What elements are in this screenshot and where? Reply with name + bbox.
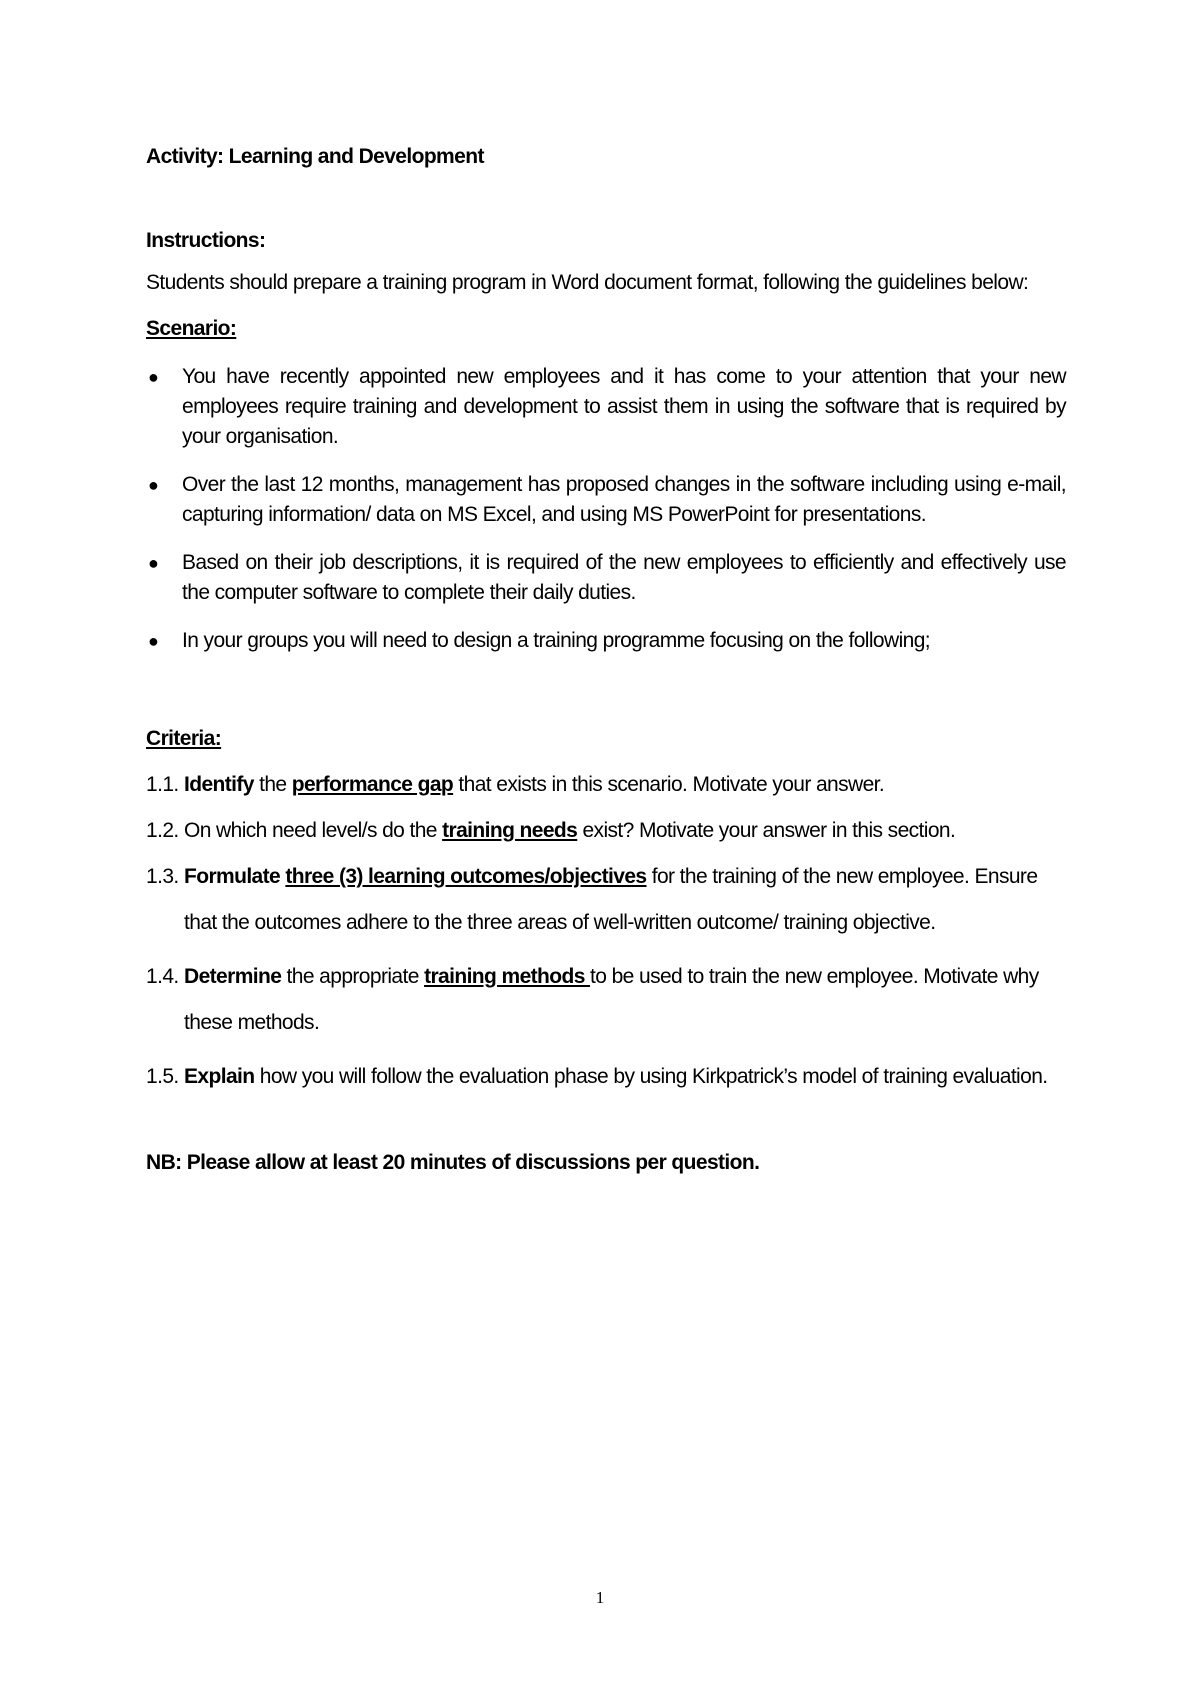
criteria-key-term: performance gap [291, 773, 454, 796]
list-item [146, 470, 1066, 530]
criteria-number: 1.1. [146, 773, 179, 796]
bullet-icon: ● [148, 367, 159, 387]
criteria-text: the appropriate [281, 965, 425, 988]
criteria-number: 1.5. [146, 1065, 179, 1088]
criteria-number: 1.2. [146, 819, 179, 842]
criteria-keyword: Explain [184, 1065, 255, 1088]
criteria-key-term: training needs [442, 819, 578, 842]
criteria-keyword: Identify [184, 773, 254, 796]
criteria-item-1-3 [146, 854, 1066, 946]
scenario-heading: Scenario: [146, 317, 237, 340]
document-content [146, 142, 1066, 1178]
criteria-number: 1.4. [146, 965, 179, 988]
instructions-heading: Instructions: [146, 229, 266, 252]
page-number: 1 [595, 1588, 605, 1607]
criteria-item-1-4 [146, 954, 1066, 1046]
criteria-text: to be used to train the new employee. Motivate why these methods. [184, 965, 1039, 1034]
criteria-item-1-5 [146, 1062, 1066, 1092]
criteria-text: how you will follow the evaluation phase by using Kirkpatrick’s model of training evaluation. [254, 1065, 1048, 1088]
list-item [146, 548, 1066, 608]
criteria-key-term: three (3) learning outcomes/objectives [285, 865, 647, 888]
criteria-text: exist? Motivate your answer in this section. [577, 819, 956, 842]
bullet-text: Based on their job descriptions, it is required of the new employees to efficiently and effectively use the computer software to complete their daily duties. [182, 551, 1066, 604]
criteria-keyword: Formulate [184, 865, 286, 888]
bullet-icon: ● [148, 631, 159, 651]
criteria-number: 1.3. [146, 865, 179, 888]
bullet-text: In your groups you will need to design a training programme focusing on the following; [182, 629, 931, 652]
criteria-item-1-1 [146, 770, 1066, 800]
criteria-key-term: training methods [424, 965, 591, 988]
list-item [146, 362, 1066, 452]
bullet-text: You have recently appointed new employees and it has come to your attention that your new employees require training and development to assist them in using the software that is required by your organisation. [182, 365, 1066, 448]
bullet-icon: ● [148, 553, 159, 573]
criteria-keyword: Determine [184, 965, 282, 988]
document-title: Activity: Learning and Development [146, 145, 484, 168]
bullet-icon: ● [148, 475, 159, 495]
nb-note: NB: Please allow at least 20 minutes of discussions per question. [146, 1151, 760, 1174]
instructions-text: Students should prepare a training program in Word document format, following the guidelines below: [146, 271, 1029, 294]
criteria-text: the [253, 773, 292, 796]
bullet-text: Over the last 12 months, management has proposed changes in the software including using e-mail, capturing information/ data on MS Excel, and using MS PowerPoint for presentations. [182, 473, 1066, 526]
criteria-heading: Criteria: [146, 727, 222, 750]
criteria-list [146, 770, 1066, 1092]
scenario-bullet-list [146, 362, 1066, 656]
criteria-text: for the training of the new employee. Ensure that the outcomes adhere to the three areas of well-written outcome/ training objective. [184, 865, 1038, 934]
criteria-item-1-2 [146, 816, 1066, 846]
criteria-text: On which need level/s do the [184, 819, 443, 842]
list-item [146, 626, 1066, 656]
criteria-text: that exists in this scenario. Motivate your answer. [453, 773, 885, 796]
